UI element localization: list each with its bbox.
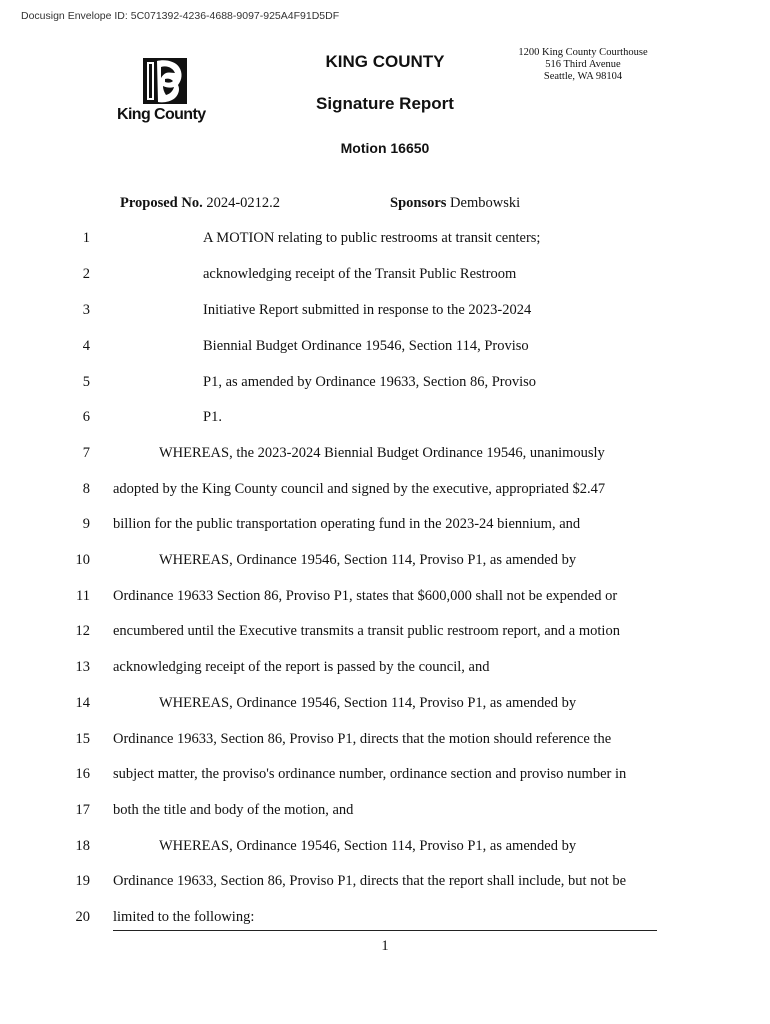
sponsors-label: Sponsors xyxy=(390,195,447,211)
line-number: 12 xyxy=(75,623,90,639)
footer-rule xyxy=(113,930,657,931)
line-number: 19 xyxy=(75,873,90,889)
address-block xyxy=(498,47,668,83)
line-text: Initiative Report submitted in response to the 2023-2024 xyxy=(203,302,532,318)
proposed-label: Proposed No. xyxy=(120,195,203,211)
line-number: 14 xyxy=(75,695,90,711)
line-number: 7 xyxy=(82,445,90,461)
line-text: subject matter, the proviso's ordinance number, ordinance section and proviso number in xyxy=(113,766,627,782)
page-number: 1 xyxy=(381,938,389,954)
line-number: 18 xyxy=(75,838,90,854)
line-number: 1 xyxy=(82,230,90,246)
line-text: encumbered until the Executive transmits a transit public restroom report, and a motion xyxy=(113,623,620,639)
county-title: KING COUNTY xyxy=(325,52,445,71)
line-text: both the title and body of the motion, and xyxy=(113,802,354,818)
line-number: 15 xyxy=(75,731,90,747)
line-text: Biennial Budget Ordinance 19546, Section 114, Proviso xyxy=(203,338,529,354)
line-number: 11 xyxy=(76,588,90,604)
line-text: Ordinance 19633, Section 86, Proviso P1, directs that the report shall include, but not be xyxy=(113,873,627,889)
line-text: WHEREAS, Ordinance 19546, Section 114, Proviso P1, as amended by xyxy=(159,838,577,854)
logo-text: King County xyxy=(117,106,206,123)
line-number: 20 xyxy=(75,909,90,925)
king-county-logo-icon xyxy=(143,58,187,104)
line-text: acknowledging receipt of the report is passed by the council, and xyxy=(113,659,490,675)
line-text: Ordinance 19633, Section 86, Proviso P1, directs that the motion should reference the xyxy=(113,731,612,747)
line-number: 16 xyxy=(75,766,90,782)
line-number: 4 xyxy=(82,338,90,354)
line-text: P1, as amended by Ordinance 19633, Section 86, Proviso xyxy=(203,374,537,390)
line-number: 2 xyxy=(82,266,90,282)
proposed-value: 2024-0212.2 xyxy=(206,195,281,211)
sponsors xyxy=(390,195,520,212)
report-title: Signature Report xyxy=(316,94,454,113)
address-line: 516 Third Avenue xyxy=(545,59,621,70)
line-text: adopted by the King County council and signed by the executive, appropriated $2.47 xyxy=(113,481,606,497)
line-number: 17 xyxy=(75,802,90,818)
line-text: WHEREAS, Ordinance 19546, Section 114, Proviso P1, as amended by xyxy=(159,552,577,568)
proposed-number xyxy=(120,195,280,212)
envelope-id: Docusign Envelope ID: 5C071392-4236-4688-9097-925A4F91D5DF xyxy=(21,10,340,22)
sponsors-value: Dembowski xyxy=(450,195,521,211)
line-text: billion for the public transportation operating fund in the 2023-24 biennium, and xyxy=(113,516,581,532)
line-number: 6 xyxy=(82,409,90,425)
line-number: 9 xyxy=(82,516,90,532)
line-text: P1. xyxy=(203,409,222,425)
line-number: 13 xyxy=(75,659,90,675)
line-number: 10 xyxy=(75,552,90,568)
line-number: 5 xyxy=(82,374,90,390)
king-county-logo xyxy=(117,58,217,130)
line-number: 3 xyxy=(82,302,90,318)
address-line: 1200 King County Courthouse xyxy=(518,47,648,58)
line-text: limited to the following: xyxy=(113,909,255,925)
line-text: Ordinance 19633 Section 86, Proviso P1, states that $600,000 shall not be expended or xyxy=(113,588,618,604)
line-text: A MOTION relating to public restrooms at transit centers; xyxy=(203,230,541,246)
address-line: Seattle, WA 98104 xyxy=(543,71,623,82)
motion-number: Motion 16650 xyxy=(340,140,430,156)
line-text: WHEREAS, Ordinance 19546, Section 114, Proviso P1, as amended by xyxy=(159,695,577,711)
line-text: acknowledging receipt of the Transit Public Restroom xyxy=(203,266,517,282)
line-number: 8 xyxy=(82,481,90,497)
line-text: WHEREAS, the 2023-2024 Biennial Budget Ordinance 19546, unanimously xyxy=(159,445,605,461)
